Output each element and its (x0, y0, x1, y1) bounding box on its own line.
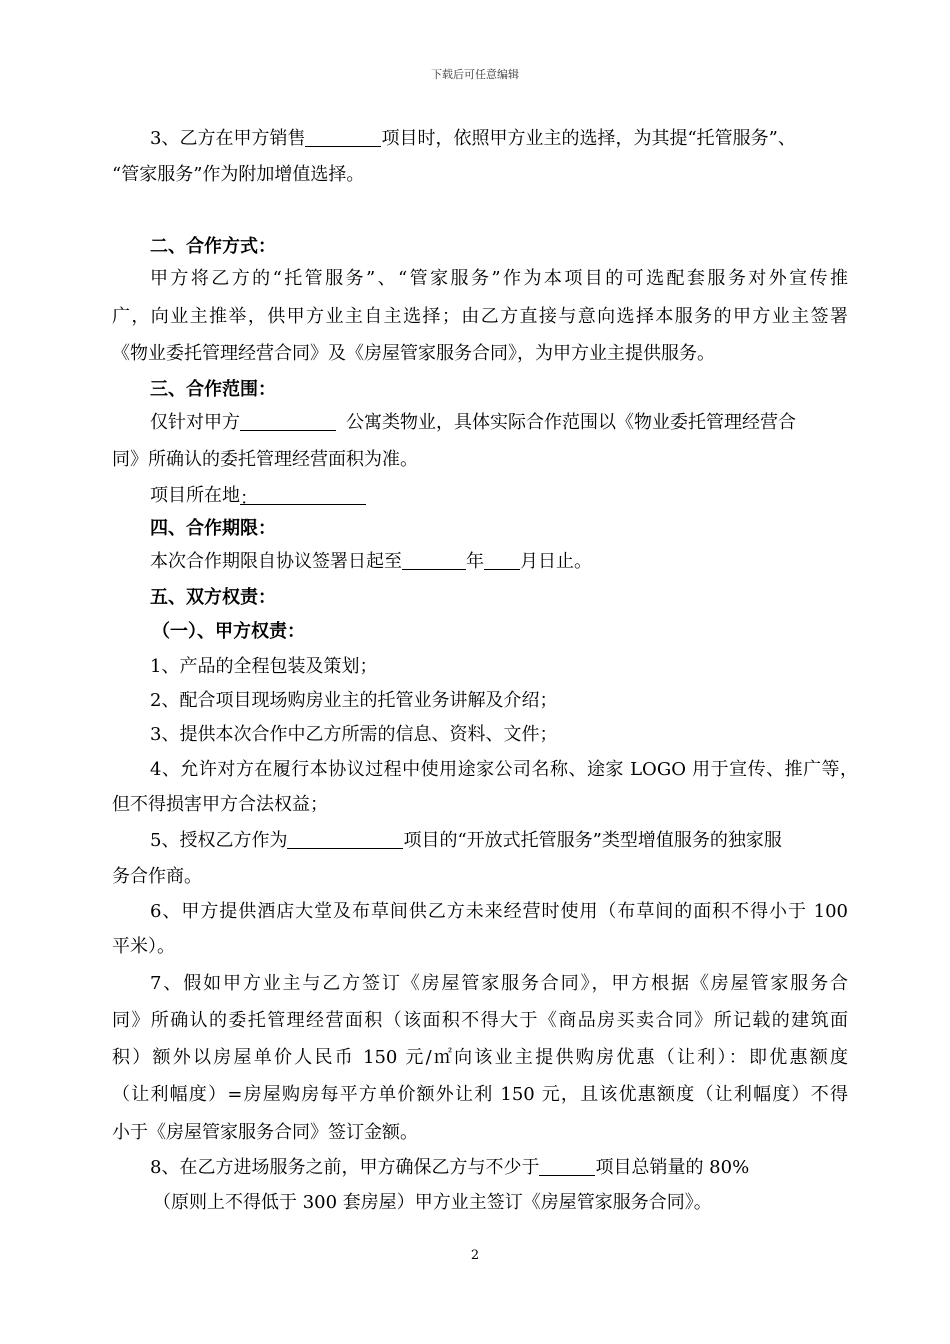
text: 项目所在地 (150, 485, 240, 506)
text: 项目总销量的 80% (595, 1157, 750, 1178)
paragraph-line: 同》所确认的委托管理经营面积为准。 (112, 449, 418, 470)
list-item: 7、假如甲方业主与乙方签订《房屋管家服务合同》，甲方根据《房屋管家服务合 (150, 973, 848, 994)
list-item: 平米）。 (112, 936, 175, 957)
list-item: 1、产品的全程包装及策划； (150, 656, 378, 677)
text: 月日止。 (520, 551, 592, 572)
list-item: 3、提供本次合作中乙方所需的信息、资料、文件； (150, 724, 558, 745)
list-item: （让利幅度）=房屋购房每平方单价额外让利 150 元，且该优惠额度（让利幅度）不得 (112, 1084, 848, 1105)
list-item: 但不得损害甲方合法权益； (112, 794, 328, 815)
section-heading: 五、双方权责： (150, 587, 276, 608)
blank-field (240, 412, 336, 431)
text: 8、在乙方进场服务之前，甲方确保乙方与不少于 (150, 1157, 540, 1178)
blank-field (305, 128, 381, 147)
subsection-heading: （一）、甲方权责： (152, 621, 305, 642)
text: 本次合作期限自协议签署日起至 (150, 551, 402, 572)
paragraph-line (150, 126, 796, 152)
list-item: 小于《房屋管家服务合同》签订金额。 (112, 1122, 418, 1143)
section-heading: 三、合作范围： (150, 379, 276, 400)
list-item (150, 1155, 749, 1181)
paragraph-line (150, 549, 592, 575)
page-number: 2 (470, 1248, 480, 1263)
section-heading: 二、合作方式： (150, 236, 276, 257)
text: ： (240, 488, 258, 509)
text: 项目时，依照甲方业主的选择，为其提“托管服务”、 (381, 128, 796, 149)
paragraph-line (150, 483, 366, 509)
paragraph-line: 甲方将乙方的“托管服务”、“管家服务”作为本项目的可选配套服务对外宣传推 (150, 268, 848, 289)
blank-field (402, 551, 466, 570)
list-item: （原则上不得低于 300 套房屋）甲方业主签订《房屋管家服务合同》。 (153, 1192, 712, 1213)
paragraph-line: 广，向业主推举，供甲方业主自主选择；由乙方直接与意向选择本服务的甲方业主签署 (112, 306, 848, 327)
text: 项目的“开放式托管服务”类型增值服务的独家服 (403, 830, 782, 851)
paragraph-line: “管家服务”作为附加增值选择。 (112, 164, 365, 185)
list-item: 6、甲方提供酒店大堂及布草间供乙方未来经营时使用（布草间的面积不得小于 100 (150, 901, 848, 922)
text: 公寓类物业，具体实际合作范围以《物业委托管理经营合 (346, 412, 796, 433)
text: 仅针对甲方 (150, 412, 240, 433)
blank-field (240, 486, 366, 509)
blank-field (484, 551, 520, 570)
text: 年 (466, 551, 484, 572)
list-item (150, 828, 782, 854)
text: 3、乙方在甲方销售 (150, 128, 306, 149)
list-item: 4、允许对方在履行本协议过程中使用途家公司名称、途家 LOGO 用于宣传、推广等， (150, 759, 858, 780)
paragraph-line: 《物业委托管理经营合同》及《房屋管家服务合同》，为甲方业主提供服务。 (112, 343, 715, 364)
blank-field (287, 830, 403, 849)
list-item: 积）额外以房屋单价人民币 150 元/㎡向该业主提供购房优惠（让利）：即优惠额度 (112, 1047, 848, 1068)
list-item: 同》所确认的委托管理经营面积（该面积不得大于《商品房买卖合同》所记载的建筑面 (112, 1010, 848, 1031)
text: 5、授权乙方作为 (150, 830, 288, 851)
page-header: 下载后可任意编辑 (431, 68, 519, 81)
section-heading: 四、合作期限： (150, 518, 276, 539)
list-item: 务合作商。 (112, 866, 202, 887)
paragraph-line (150, 410, 796, 436)
list-item: 2、配合项目现场购房业主的托管业务讲解及介绍； (150, 690, 558, 711)
blank-field (539, 1157, 595, 1176)
